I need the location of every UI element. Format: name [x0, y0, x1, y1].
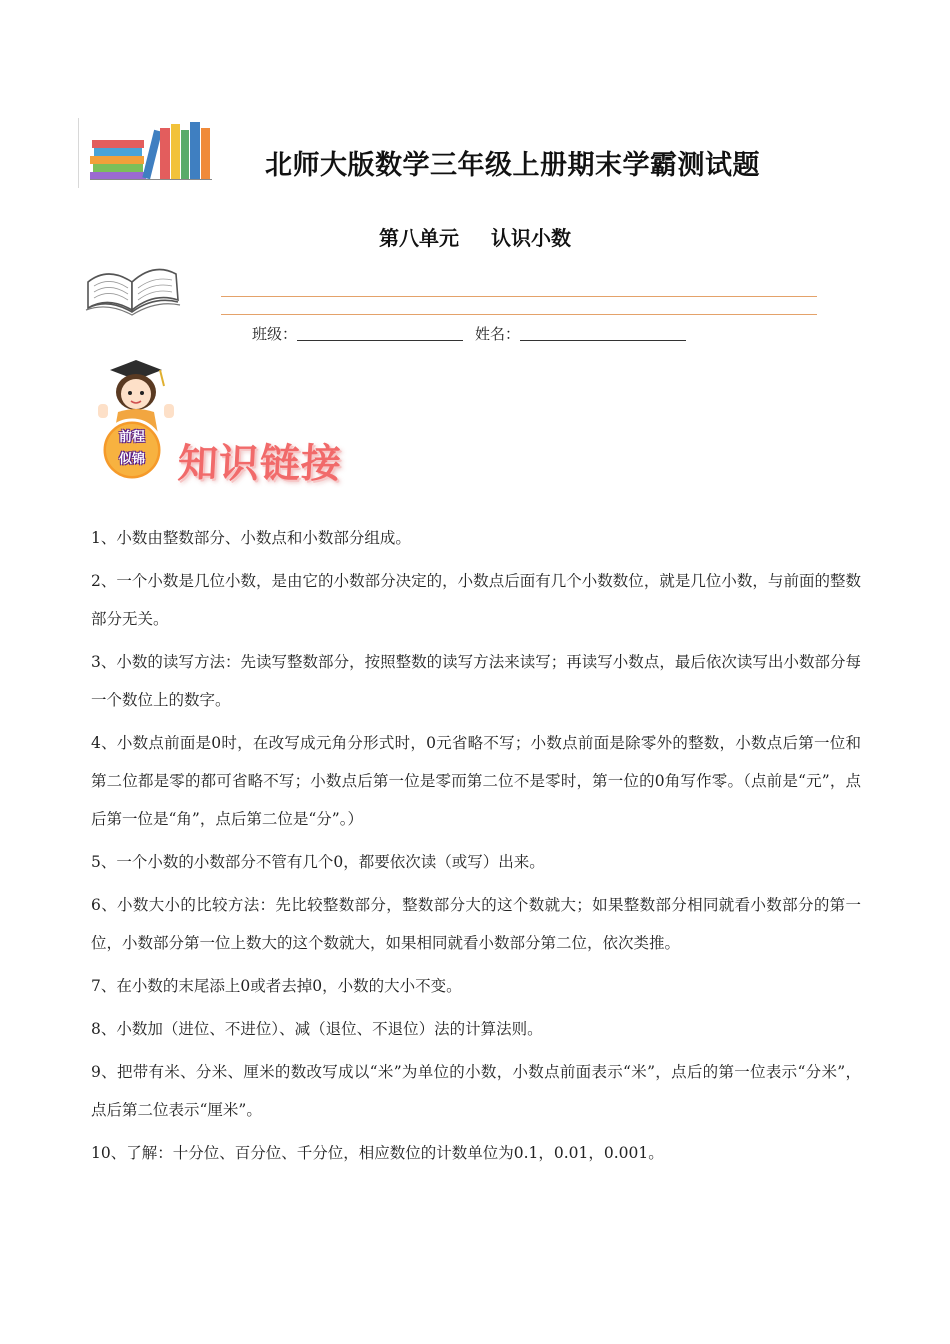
name-blank: [520, 326, 686, 341]
list-item: 3、小数的读写方法：先读写整数部分，按照整数的读写方法来读写；再读写小数点，最后依次读写出小数部分每一个数位上的数字。: [91, 653, 861, 709]
student-info-row: [252, 323, 686, 344]
section-title: 知识链接: [176, 441, 344, 487]
unit-heading: [0, 222, 950, 251]
list-item: 9、把带有米、分米、厘米的数改写成以“米”为单位的小数，小数点前面表示“米”，点后的第一位表示“分米”，点后第二位表示“厘米”。: [91, 1063, 861, 1119]
list-item: 5、一个小数的小数部分不管有几个0，都要依次读（或写）出来。: [91, 853, 545, 871]
unit-label: 第八单元: [379, 226, 459, 250]
name-label: 姓名：: [475, 325, 521, 343]
knowledge-list: [91, 519, 861, 1177]
class-label: 班级：: [252, 325, 298, 343]
list-item: 6、小数大小的比较方法：先比较整数部分，整数部分大的这个数就大；如果整数部分相同就看小数部分的第一位，小数部分第一位上数大的这个数就大，如果相同就看小数部分第二位，依次类推。: [91, 896, 861, 952]
badge-text-top: 前程: [118, 430, 145, 445]
class-blank: [297, 326, 463, 341]
document-title: 北师大版数学三年级上册期末学霸测试题: [265, 150, 760, 181]
badge-text-group: [104, 420, 160, 480]
badge-text-bottom: 似锦: [118, 452, 145, 467]
list-item: 2、一个小数是几位小数，是由它的小数部分决定的，小数点后面有几个小数数位，就是几位小数，与前面的整数部分无关。: [91, 572, 861, 628]
decorative-line-bottom: [221, 314, 817, 315]
list-item: 4、小数点前面是0时，在改写成元角分形式时，0元省略不写；小数点前面是除零外的整数，小数点后第一位和第二位都是零的都可省略不写；小数点后第一位是零而第二位不是零时，第一位的0角写作零。（点前是“元”，点后第一位是“角”，点后第二位是“分”。）: [91, 734, 861, 828]
unit-name: 认识小数: [491, 226, 571, 250]
open-book-icon: [84, 252, 182, 318]
list-item: 1、小数由整数部分、小数点和小数部分组成。: [91, 529, 411, 547]
list-item: 7、在小数的末尾添上0或者去掉0，小数的大小不变。: [91, 977, 462, 995]
list-item: 8、小数加（进位、不进位）、减（退位、不退位）法的计算法则。: [91, 1020, 543, 1038]
decorative-line-top: [221, 296, 817, 297]
list-item: 10、了解：十分位、百分位、千分位，相应数位的计数单位为0.1，0.01，0.001。: [91, 1144, 664, 1162]
